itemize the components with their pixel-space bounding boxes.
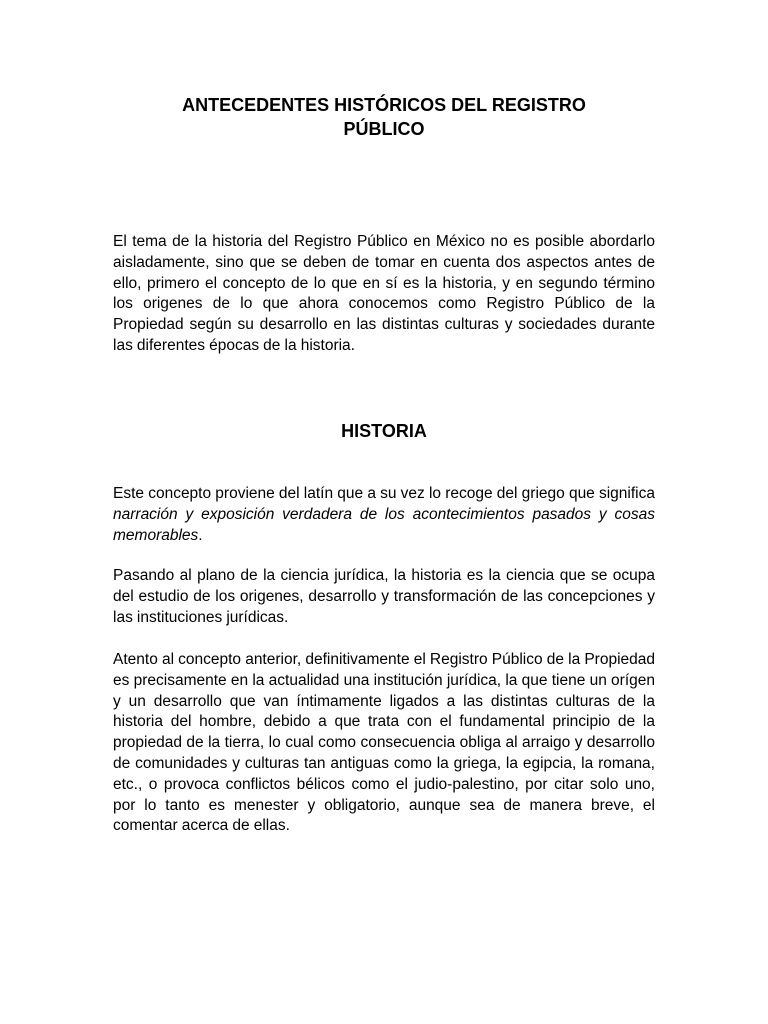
document-title — [113, 93, 655, 141]
conclusion-paragraph: Atento al concepto anterior, definitivamente el Registro Público de la Propiedad es precisamente en la actualidad una institución jurídica, la que tiene un orígen y un desarrollo que van íntimamente ligados a las distintas culturas de la historia del hombre, debido a que trata con el fundamental principio de la propiedad de la tierra, lo cual como consecuencia obliga al arraigo y desarrollo de comunidades y culturas tan antiguas como la griega, la egipcia, la romana, etc., o provoca conflictos bélicos como el judio-palestino, por citar solo uno, por lo tanto es menester y obligatorio, aunque sea de manera breve, el comentar acerca de ellas. — [113, 651, 655, 835]
concept-intro-text: Este concepto proviene del latín que a su vez lo recoge del griego que significa — [113, 485, 655, 502]
section-heading-historia: HISTORIA — [341, 421, 427, 441]
legal-science-paragraph: Pasando al plano de la ciencia jurídica, la historia es la ciencia que se ocupa del estudio de los origenes, desarrollo y transformación de las concepciones y las instituciones jurídicas. — [113, 567, 655, 626]
concept-paragraph — [113, 484, 655, 546]
concept-definition-text: narración y exposición verdadera de los acontecimientos pasados y cosas memorables — [113, 505, 655, 544]
concept-end-text: . — [198, 526, 203, 544]
document-title-line-2: PÚBLICO — [343, 119, 425, 139]
intro-paragraph: El tema de la historia del Registro Público en México no es posible abordarlo aisladamente, sino que se deben de tomar en cuenta dos aspectos antes de ello, primero el concepto de lo que en sí es la historia, y en segundo término los origenes de lo que ahora conocemos como Registro Público de la Propiedad según su desarrollo en las distintas culturas y sociedades durante las diferentes épocas de la historia. — [113, 233, 655, 354]
document-title-line-1: ANTECEDENTES HISTÓRICOS DEL REGISTRO — [182, 95, 586, 115]
